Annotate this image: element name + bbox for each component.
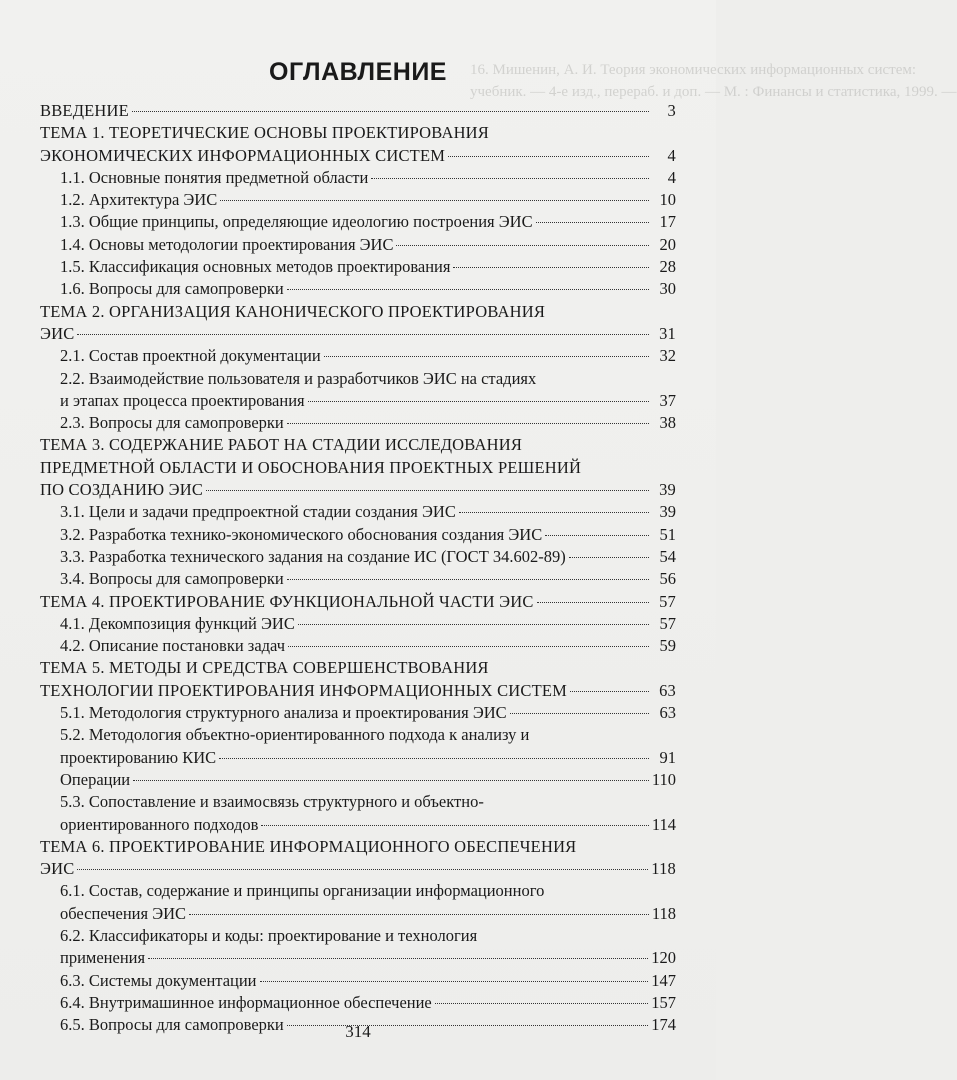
toc-topic-3: ТЕМА 3. СОДЕРЖАНИЕ РАБОТ НА СТАДИИ ИССЛЕДОВАНИЯ xyxy=(40,435,523,455)
toc-page-number: 57 xyxy=(659,613,676,633)
dot-leader xyxy=(324,356,649,357)
toc-entry-text: 6.3. Системы документации xyxy=(60,970,257,990)
toc-item xyxy=(40,769,676,791)
toc-topic-4 xyxy=(40,591,676,613)
bleed-through-text: учебник. — 4-е изд., перераб. и доп. — М. : Финансы и статистика, 1999. — xyxy=(470,84,957,100)
dot-leader xyxy=(219,758,649,759)
toc-item xyxy=(40,970,676,992)
bleed-through-text: 16. Мишенин, А. И. Теория экономических информационных систем: xyxy=(470,62,917,78)
toc-topic-6: ТЕМА 6. ПРОЕКТИРОВАНИЕ ИНФОРМАЦИОННОГО ОБЕСПЕЧЕНИЯ xyxy=(40,836,577,856)
toc-page-number: 59 xyxy=(659,636,676,656)
dot-leader xyxy=(396,245,649,246)
dot-leader xyxy=(206,490,649,491)
toc-page-number: 157 xyxy=(651,992,676,1012)
toc-item-end xyxy=(40,747,676,769)
toc-item xyxy=(40,702,676,724)
toc-topic-6-end xyxy=(40,858,676,880)
dot-leader xyxy=(260,981,649,982)
toc-entry-text: ТЕМА 4. ПРОЕКТИРОВАНИЕ ФУНКЦИОНАЛЬНОЙ ЧАСТИ ЭИС xyxy=(40,591,534,611)
toc-entry-text: 1.4. Основы методологии проектирования ЭИС xyxy=(60,234,394,254)
toc-page-number: 31 xyxy=(659,323,676,343)
toc-page-number: 4 xyxy=(667,145,676,165)
toc-entry-text: применения xyxy=(60,948,146,968)
toc-page-number: 147 xyxy=(651,970,676,990)
toc-item xyxy=(40,635,676,657)
toc-item-end xyxy=(40,903,676,925)
toc-entry-text: 3.1. Цели и задачи предпроектной стадии создания ЭИС xyxy=(60,502,456,522)
dot-leader xyxy=(459,512,649,513)
toc-page-number: 3 xyxy=(667,101,676,120)
toc-entry-text: 5.1. Методология структурного анализа и проектирования ЭИС xyxy=(60,703,507,723)
toc-item xyxy=(40,345,676,367)
toc-item xyxy=(40,568,676,590)
toc-entry-text: и этапах процесса проектирования xyxy=(60,390,305,410)
dot-leader xyxy=(570,691,649,692)
toc-entry-text: Операции xyxy=(60,769,131,789)
toc-item xyxy=(40,234,676,256)
dot-leader xyxy=(298,624,649,625)
dot-leader xyxy=(371,178,649,179)
toc-entry-text: ЭКОНОМИЧЕСКИХ ИНФОРМАЦИОННЫХ СИСТЕМ xyxy=(40,145,446,165)
toc-page-number: 20 xyxy=(659,234,676,254)
dot-leader xyxy=(132,111,649,112)
toc-page-number: 17 xyxy=(659,212,676,232)
toc-entry-text: ЭИС xyxy=(40,859,75,879)
toc-entry-text: 3.3. Разработка технического задания на создание ИС (ГОСТ 34.602-89) xyxy=(60,546,566,566)
toc-item-end xyxy=(40,814,676,836)
toc-item xyxy=(40,211,676,233)
toc-page-number: 39 xyxy=(659,502,676,522)
toc-page-number: 56 xyxy=(659,569,676,589)
dot-leader xyxy=(133,780,649,781)
toc-entry-text: обеспечения ЭИС xyxy=(60,903,187,923)
toc-item: 2.2. Взаимодействие пользователя и разработчиков ЭИС на стадиях xyxy=(60,368,537,388)
toc-topic-5: ТЕМА 5. МЕТОДЫ И СРЕДСТВА СОВЕРШЕНСТВОВАНИЯ xyxy=(40,658,489,678)
toc-page-number: 110 xyxy=(651,769,676,789)
toc-page-number: 114 xyxy=(651,814,676,834)
toc-topic-2: ТЕМА 2. ОРГАНИЗАЦИЯ КАНОНИЧЕСКОГО ПРОЕКТИРОВАНИЯ xyxy=(40,301,546,321)
dot-leader xyxy=(287,289,649,290)
dot-leader xyxy=(537,602,649,603)
toc-entry-text: 1.6. Вопросы для самопроверки xyxy=(60,279,284,299)
toc-page-number: 57 xyxy=(659,591,676,611)
toc-topic-1-end xyxy=(40,145,676,167)
toc-page-number: 91 xyxy=(659,747,676,767)
toc-page-number: 63 xyxy=(659,703,676,723)
toc-page-number: 118 xyxy=(651,859,676,879)
toc-page-number: 32 xyxy=(659,346,676,366)
dot-leader xyxy=(536,222,649,223)
toc-entry-text: 1.1. Основные понятия предметной области xyxy=(60,167,369,187)
toc-page-number: 54 xyxy=(659,546,676,566)
toc-entry-text: 3.2. Разработка технико-экономического обоснования создания ЭИС xyxy=(60,524,543,544)
toc-item: 5.3. Сопоставление и взаимосвязь структурного и объектно- xyxy=(60,792,484,812)
toc-entry-text: 1.5. Классификация основных методов проектирования xyxy=(60,257,451,277)
dot-leader xyxy=(77,869,648,870)
dot-leader xyxy=(453,267,649,268)
toc-entry-text: проектированию КИС xyxy=(60,747,217,767)
toc-item xyxy=(40,501,676,523)
dot-leader xyxy=(287,423,649,424)
dot-leader xyxy=(220,200,649,201)
toc-topic-1: ТЕМА 1. ТЕОРЕТИЧЕСКИЕ ОСНОВЫ ПРОЕКТИРОВАНИЯ xyxy=(40,123,489,143)
toc-item xyxy=(40,189,676,211)
toc-item: 6.2. Классификаторы и коды: проектирование и технология xyxy=(60,925,478,945)
dot-leader xyxy=(510,713,649,714)
toc-page-number: 118 xyxy=(651,903,676,923)
toc-item: 6.1. Состав, содержание и принципы организации информационного xyxy=(60,881,545,901)
toc-item xyxy=(40,524,676,546)
dot-leader xyxy=(288,646,649,647)
toc-entry-text: ЭИС xyxy=(40,323,75,343)
dot-leader xyxy=(189,914,649,915)
toc-entry-text: 1.2. Архитектура ЭИС xyxy=(60,190,218,210)
dot-leader xyxy=(545,535,649,536)
toc-item xyxy=(40,546,676,568)
toc-item xyxy=(40,278,676,300)
toc-item xyxy=(40,992,676,1014)
toc-topic-2-end xyxy=(40,323,676,345)
toc-topic-3-line2: ПРЕДМЕТНОЙ ОБЛАСТИ И ОБОСНОВАНИЯ ПРОЕКТНЫХ РЕШЕНИЙ xyxy=(40,457,582,477)
toc-entry-text: ориентированного подходов xyxy=(60,814,259,834)
dot-leader xyxy=(148,958,648,959)
toc-page-number: 120 xyxy=(651,948,676,968)
toc-entry-text: 1.3. Общие принципы, определяющие идеологию построения ЭИС xyxy=(60,212,533,232)
dot-leader xyxy=(448,156,649,157)
toc-topic-3-end xyxy=(40,479,676,501)
toc-entry-text: 2.1. Состав проектной документации xyxy=(60,346,321,366)
toc-page-number: 4 xyxy=(667,167,676,187)
toc-topic-5-end xyxy=(40,680,676,702)
toc-entry-text: ВВЕДЕНИЕ xyxy=(40,101,129,120)
toc-entry-text: 4.1. Декомпозиция функций ЭИС xyxy=(60,613,295,633)
table-of-contents xyxy=(40,100,676,1036)
toc-page-number: 10 xyxy=(659,190,676,210)
toc-item-end xyxy=(40,947,676,969)
dot-leader xyxy=(287,579,649,580)
toc-entry-text: 6.5. Вопросы для самопроверки xyxy=(60,1015,284,1035)
page-title: ОГЛАВЛЕНИЕ xyxy=(269,58,447,86)
dot-leader xyxy=(435,1003,648,1004)
toc-item xyxy=(40,412,676,434)
toc-item: 5.2. Методология объектно-ориентированного подхода к анализу и xyxy=(60,725,530,745)
toc-page-number: 38 xyxy=(659,413,676,433)
toc-entry-text: 6.4. Внутримашинное информационное обеспечение xyxy=(60,992,432,1012)
toc-item xyxy=(40,167,676,189)
toc-page-number: 63 xyxy=(659,680,676,700)
toc-page-number: 51 xyxy=(659,524,676,544)
toc-item xyxy=(40,256,676,278)
dot-leader xyxy=(569,557,649,558)
dot-leader xyxy=(308,401,649,402)
toc-entry-text: ТЕХНОЛОГИИ ПРОЕКТИРОВАНИЯ ИНФОРМАЦИОННЫХ СИСТЕМ xyxy=(40,680,568,700)
toc-item-end xyxy=(40,390,676,412)
toc-entry-text: 3.4. Вопросы для самопроверки xyxy=(60,569,284,589)
toc-entry-text: 4.2. Описание постановки задач xyxy=(60,636,285,656)
toc-page-number: 28 xyxy=(659,257,676,277)
dot-leader xyxy=(77,334,649,335)
toc-page-number: 30 xyxy=(659,279,676,299)
dot-leader xyxy=(261,825,648,826)
toc-page-number: 39 xyxy=(659,480,676,500)
page-number: 314 xyxy=(345,1022,371,1041)
toc-entry-text: 2.3. Вопросы для самопроверки xyxy=(60,413,284,433)
toc-entry-intro xyxy=(40,100,676,122)
toc-item xyxy=(40,613,676,635)
toc-entry-text: ПО СОЗДАНИЮ ЭИС xyxy=(40,480,204,500)
toc-page-number: 37 xyxy=(659,390,676,410)
toc-page-number: 174 xyxy=(651,1015,676,1035)
